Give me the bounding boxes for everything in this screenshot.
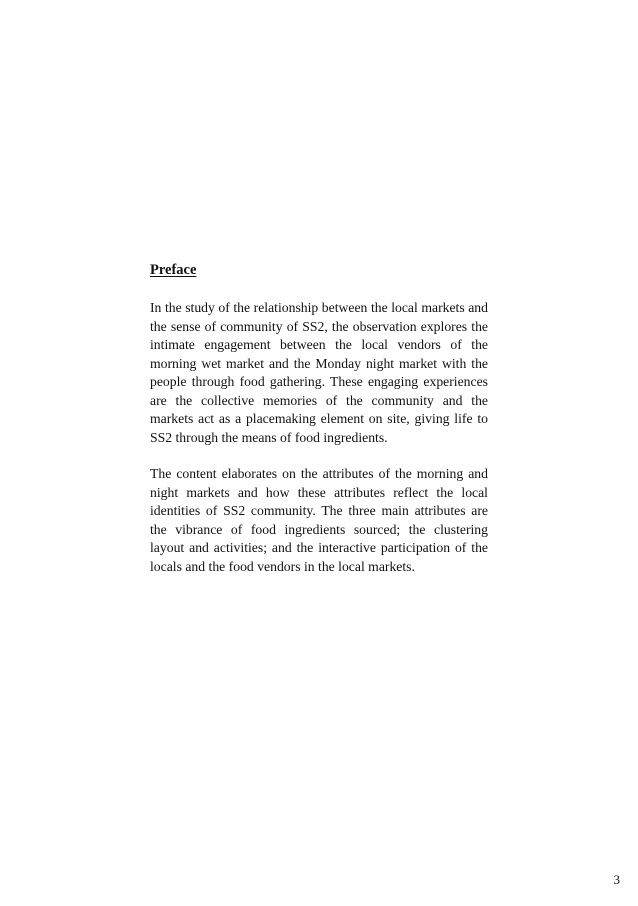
paragraph-1: In the study of the relationship between the local markets and the sense of community of SS2, the observation explores the intimate engagement between the local vendors of the morning wet market and the Monday night market with the people through food gathering. These engaging experiences are the collective memories of the community and the markets act as a placemaking element on site, giving life to SS2 through the means of food ingredients. (150, 300, 488, 445)
page-number: 3 (613, 872, 620, 887)
preface-section (150, 261, 488, 594)
paragraph-2: The content elaborates on the attributes of the morning and night markets and how these attributes reflect the local identities of SS2 community. The three main attributes are the vibrance of food ingredients sourced; the clustering layout and activities; and the interactive participation of the locals and the food vendors in the local markets. (150, 466, 488, 574)
section-heading: Preface (150, 262, 197, 278)
